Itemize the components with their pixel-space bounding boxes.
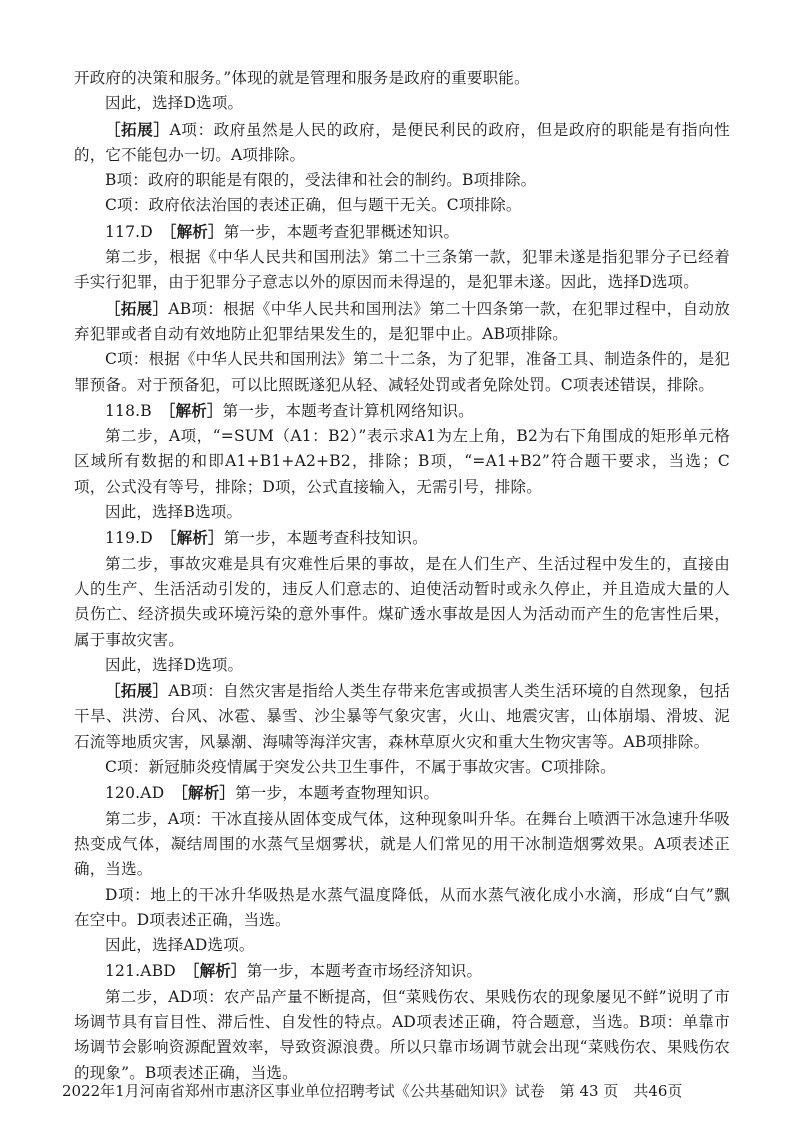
- paragraph-text: 因此，选择AD选项。: [105, 936, 255, 955]
- paragraph: [74, 91, 730, 116]
- paragraph-text: D项：地上的干冰升华吸热是水蒸气温度降低，从而水蒸气液化成小水滴，形成“白气”飘在空中。D项表述正确，当选。: [74, 885, 730, 929]
- paragraph: [74, 245, 730, 296]
- paragraph-text: AB项：自然灾害是指给人类生存带来危害或损害人类生活环境的自然现象，包括干旱、洪涝、台风、冰雹、暴雪、沙尘暴等气象灾害，火山、地震灾害，山体崩塌、滑坡、泥石流等地质灾害，风暴潮、海啸等海洋灾害，森林草原火灾和重大生物灾害等。AB项排除。: [74, 682, 730, 751]
- paragraph-text: 118.B: [105, 401, 168, 420]
- paragraph: [74, 500, 730, 525]
- paragraph-text: 第一步，本题考查物理知识。: [235, 784, 440, 803]
- paragraph: [74, 958, 730, 984]
- paragraph: [74, 168, 730, 193]
- paragraph: [74, 678, 730, 755]
- paragraph: [74, 424, 730, 500]
- paragraph: [74, 347, 730, 398]
- paragraph-text: 因此，选择D选项。: [105, 94, 244, 113]
- paragraph-text: 开政府的决策和服务。”体现的就是管理和服务是政府的重要职能。: [74, 69, 530, 87]
- paragraph: [74, 193, 730, 218]
- section-tag: ［解析］: [167, 400, 223, 420]
- paragraph-text: 第一步，本题考查科技知识。: [223, 529, 428, 548]
- paragraph-text: 117.D: [105, 222, 169, 241]
- paragraph-text: 120.AD: [105, 784, 181, 803]
- paragraph-text: 因此，选择B选项。: [105, 503, 243, 522]
- paragraph: [74, 807, 730, 883]
- page-footer: 2022年1月河南省郑州市惠济区事业单位招聘考试《公共基础知识》试卷 第 43 页 共46页: [62, 1082, 683, 1100]
- paragraph: [74, 117, 730, 169]
- section-tag: ［解析］: [180, 783, 236, 803]
- paragraph-text: 第二步，A项，“=SUM（A1：B2）”表示求A1为左上角，B2为右下角围成的矩形单元格区域所有数据的和即A1+B1+A2+B2，排除；B项，“=A1+B2”符合题干要求，当选；C项，公式没有等号，排除；D项，公式直接输入，无需引号，排除。: [74, 427, 730, 496]
- paragraph-text: 119.D: [105, 529, 169, 548]
- section-tag: ［解析］: [168, 528, 224, 548]
- paragraph-text: C项：政府依法治国的表述正确，但与题干无关。C项排除。: [105, 196, 522, 215]
- paragraph: [74, 985, 730, 1086]
- paragraph-text: AB项：根据《中华人民共和国刑法》第二十四条第一款，在犯罪过程中，自动放弃犯罪或者自动有效地防止犯罪结果发生的，是犯罪中止。AB项排除。: [74, 299, 730, 343]
- paragraph: [74, 780, 730, 806]
- paragraph: [74, 525, 730, 551]
- paragraph: [74, 755, 730, 780]
- section-tag: ［解析］: [168, 221, 224, 241]
- paragraph-text: 因此，选择D选项。: [105, 655, 244, 674]
- section-tag: ［拓展］: [105, 298, 169, 318]
- paragraph: [74, 398, 730, 424]
- paragraph: [74, 296, 730, 348]
- paragraph-text: 第二步，根据《中华人民共和国刑法》第二十三条第一款，犯罪未遂是指犯罪分子已经着手实行犯罪，由于犯罪分子意志以外的原因而未得逞的，是犯罪未遂。因此，选择D选项。: [74, 248, 730, 292]
- paragraph-text: C项：新冠肺炎疫情属于突发公共卫生事件，不属于事故灾害。C项排除。: [105, 758, 616, 777]
- paragraph: [74, 883, 730, 934]
- paragraph-text: 第一步，本题考查市场经济知识。: [246, 962, 483, 981]
- section-tag: ［解析］: [191, 961, 247, 981]
- paragraph: [74, 552, 730, 653]
- paragraph: [74, 219, 730, 245]
- section-tag: ［拓展］: [105, 681, 169, 701]
- paragraph-text: C项：根据《中华人民共和国刑法》第二十二条，为了犯罪，准备工具、制造条件的，是犯罪预备。对于预备犯，可以比照既遂犯从轻、减轻处罚或者免除处罚。C项表述错误，排除。: [74, 350, 730, 394]
- paragraph-text: 第一步，本题考查计算机网络知识。: [222, 401, 474, 420]
- paragraph-text: A项：政府虽然是人民的政府，是便民利民的政府，但是政府的职能是有指向性的，它不能包办一切。A项排除。: [74, 120, 730, 164]
- paragraph-text: 第二步，事故灾难是具有灾难性后果的事故，是在人们生产、生活过程中发生的，直接由人的生产、生活活动引发的，违反人们意志的、迫使活动暂时或永久停止，并且造成大量的人员伤亡、经济损失或环境污染的意外事件。煤矿透水事故是因人为活动而产生的危害性后果，属于事故灾害。: [74, 554, 730, 649]
- paragraph-text: 121.ABD: [105, 962, 192, 981]
- paragraph: [74, 653, 730, 678]
- paragraph: [74, 66, 730, 91]
- paragraph-text: B项：政府的职能是有限的，受法律和社会的制约。B项排除。: [105, 171, 537, 190]
- paragraph-text: 第二步，AD项：农产品产量不断提高，但“菜贱伤农、果贱伤农的现象屡见不鲜”说明了市场调节具有盲目性、滞后性、自发性的特点。AD项表述正确，符合题意，当选。B项：单靠市场调节会影响资源配置效率，导致资源浪费。所以只靠市场调节就会出现“菜贱伤农、果贱伤农的现象”。B项表述正确，当选。: [74, 987, 730, 1082]
- section-tag: ［拓展］: [105, 119, 170, 139]
- document-body: [74, 66, 730, 1086]
- paragraph: [74, 933, 730, 958]
- paragraph-text: 第一步，本题考查犯罪概述知识。: [223, 222, 460, 241]
- paragraph-text: 第二步，A项：干冰直接从固体变成气体，这种现象叫升华。在舞台上喷洒干冰急速升华吸热变成气体，凝结周围的水蒸气呈烟雾状，就是人们常见的用干冰制造烟雾效果。A项表述正确，当选。: [74, 809, 730, 879]
